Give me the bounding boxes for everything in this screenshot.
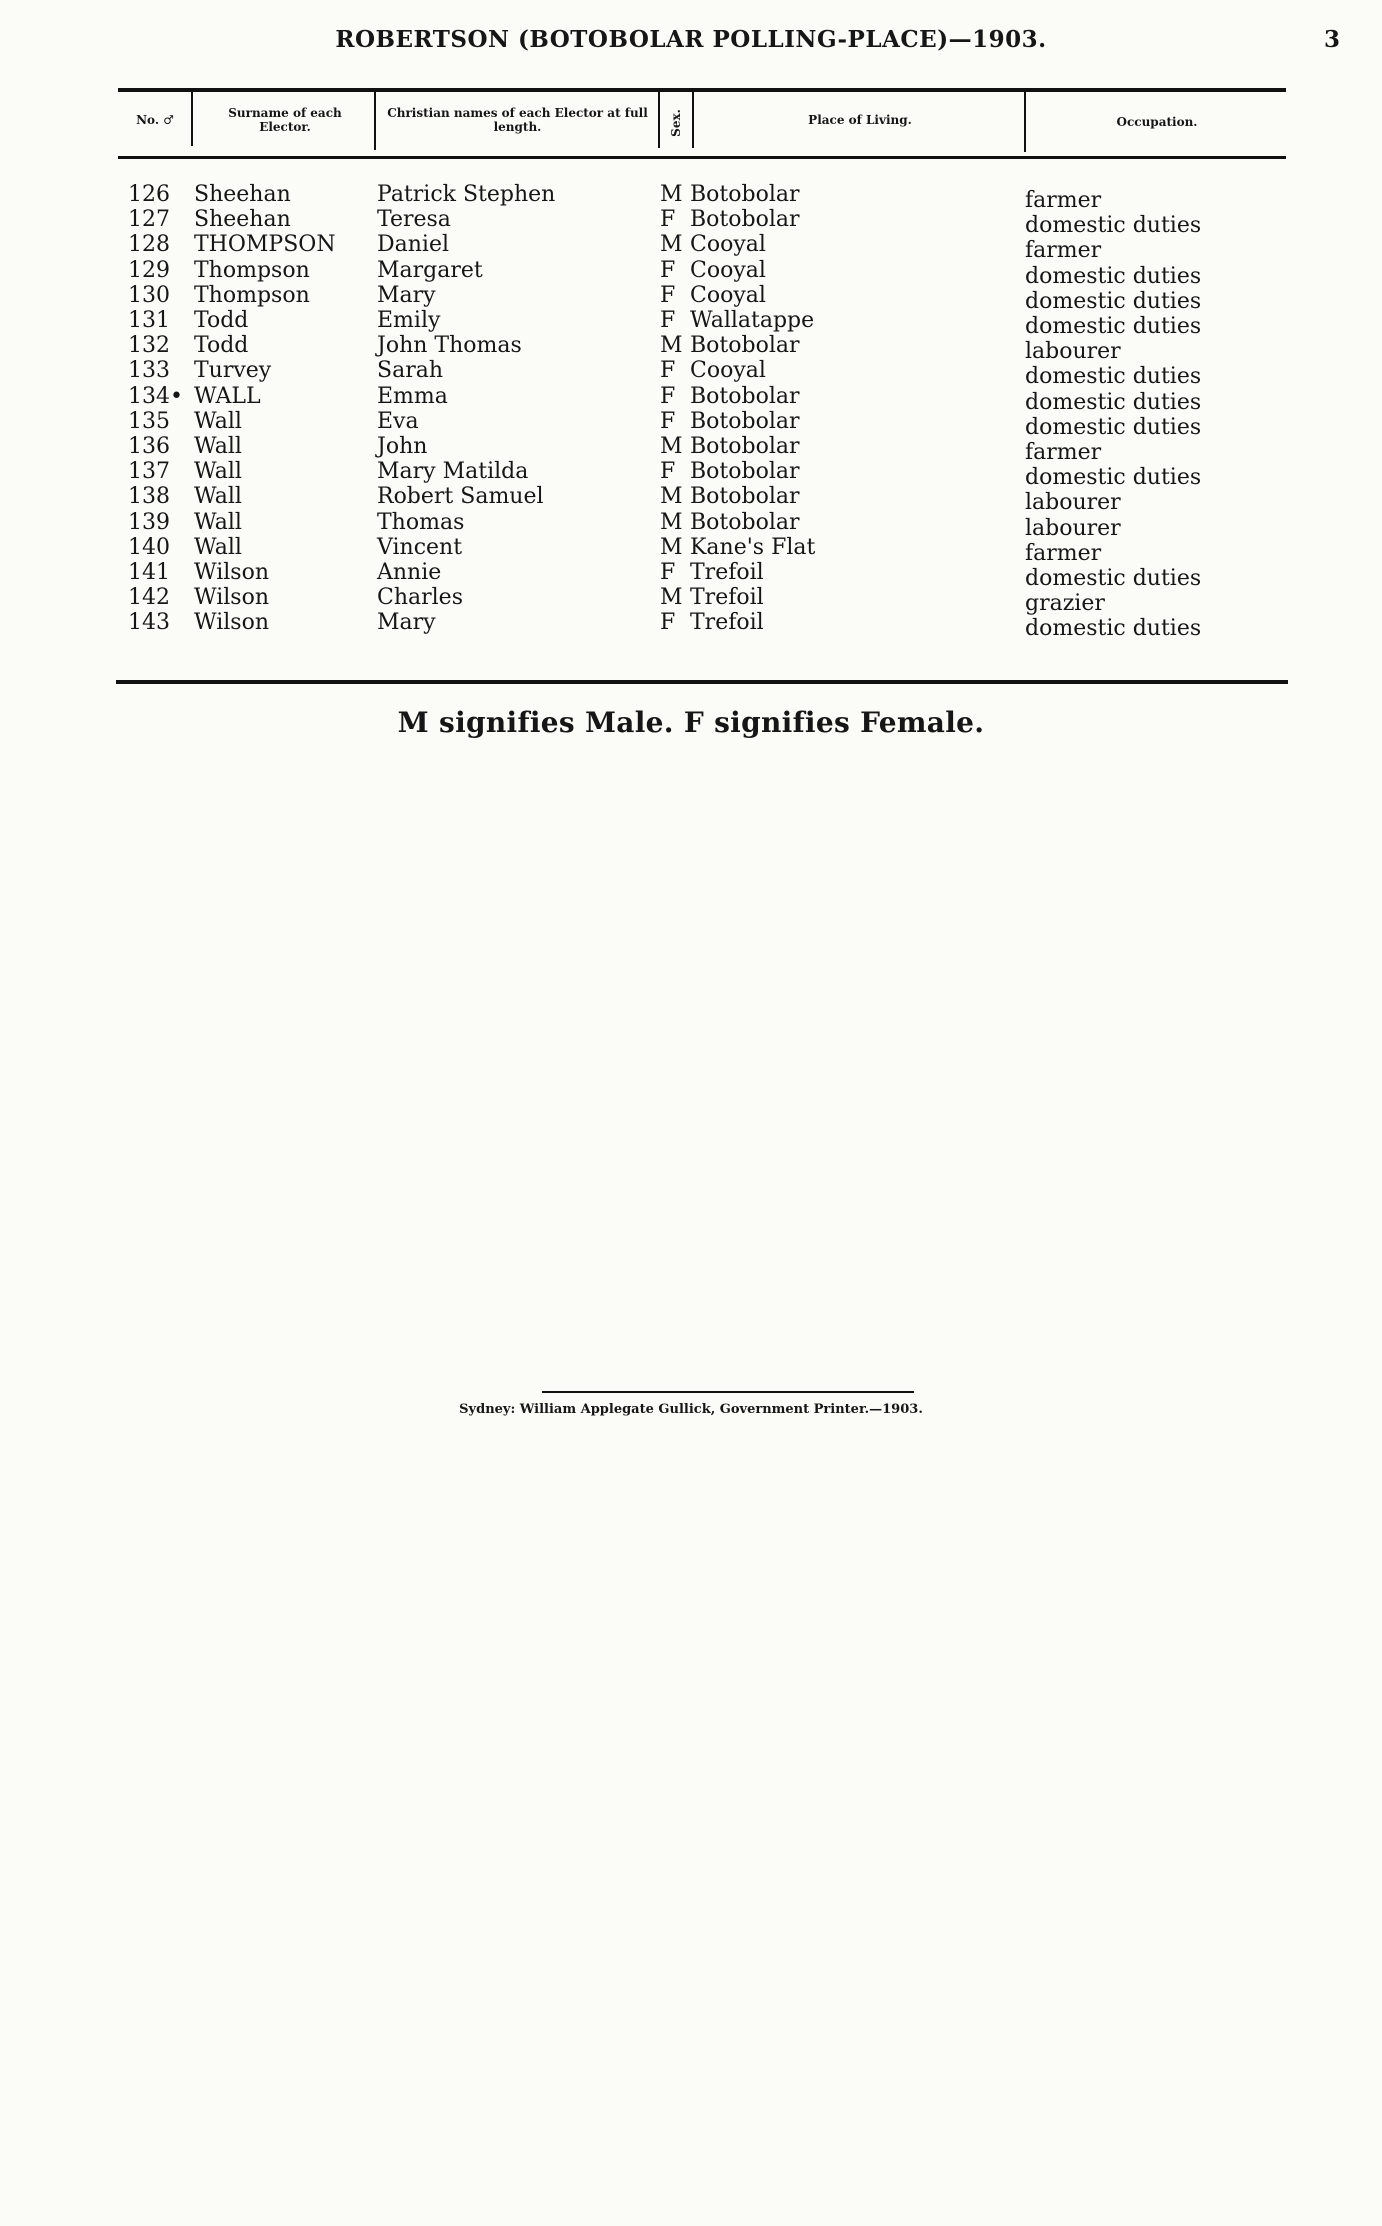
table-row xyxy=(0,560,1382,591)
table-row xyxy=(0,308,1382,339)
elector-occupation: domestic duties xyxy=(1025,263,1202,289)
sex-legend: M signifies Male. F signifies Female. xyxy=(397,706,985,739)
elector-place: Botobolar xyxy=(690,408,800,434)
elector-occupation: domestic duties xyxy=(1025,288,1202,314)
elector-surname: WALL xyxy=(194,383,261,409)
elector-number: 139 xyxy=(128,509,170,535)
elector-christian-names: Charles xyxy=(377,585,463,611)
table-bottom-rule xyxy=(116,680,1288,684)
elector-number: 130 xyxy=(128,282,170,308)
elector-place: Botobolar xyxy=(690,509,800,535)
table-row xyxy=(0,358,1382,390)
table-row xyxy=(0,484,1382,516)
column-divider xyxy=(692,90,694,148)
elector-number: 132 xyxy=(128,333,170,359)
elector-occupation: labourer xyxy=(1025,339,1121,365)
elector-occupation: farmer xyxy=(1025,238,1102,264)
elector-place: Botobolar xyxy=(690,182,800,207)
table-row xyxy=(0,434,1382,465)
elector-place: Cooyal xyxy=(690,232,766,258)
header-bottom-rule xyxy=(118,156,1286,159)
elector-surname: Wilson xyxy=(194,585,270,611)
header-occupation: Occupation. xyxy=(1116,115,1198,129)
elector-surname: Thompson xyxy=(194,282,310,308)
elector-number: 142 xyxy=(128,585,170,611)
elector-surname: Sheehan xyxy=(194,182,291,207)
table-row xyxy=(0,459,1382,491)
elector-sex: F xyxy=(660,207,676,233)
elector-surname: Thompson xyxy=(194,257,310,283)
elector-number: 133 xyxy=(128,358,170,384)
elector-occupation: domestic duties xyxy=(1025,314,1202,339)
elector-place: Cooyal xyxy=(690,282,766,308)
elector-number: 137 xyxy=(128,459,170,485)
elector-sex: F xyxy=(660,257,676,283)
elector-surname: Sheehan xyxy=(194,207,291,233)
elector-number: 135 xyxy=(128,408,170,434)
elector-christian-names: Eva xyxy=(377,408,419,434)
elector-occupation: domestic duties xyxy=(1025,414,1202,440)
elector-number: 140 xyxy=(128,534,170,560)
elector-number: 131 xyxy=(128,308,170,333)
printer-imprint: Sydney: William Applegate Gullick, Government Printer.—1903. xyxy=(459,1402,923,1417)
header-christian-names: Christian names of each Elector at full length. xyxy=(387,106,648,134)
elector-number: 128 xyxy=(128,232,170,258)
table-row xyxy=(0,585,1382,617)
elector-sex: M xyxy=(660,182,683,207)
elector-place: Trefoil xyxy=(690,610,764,636)
elector-christian-names: Vincent xyxy=(377,534,463,560)
elector-christian-names: John Thomas xyxy=(377,333,522,359)
elector-christian-names: Emily xyxy=(377,308,441,333)
elector-sex: M xyxy=(660,333,683,359)
elector-sex: M xyxy=(660,484,683,510)
elector-number: 129 xyxy=(128,257,170,283)
elector-surname: Wall xyxy=(194,484,242,510)
elector-place: Wallatappe xyxy=(690,308,815,333)
elector-number: 126 xyxy=(128,182,170,207)
header-place: Place of Living. xyxy=(808,113,912,127)
elector-place: Botobolar xyxy=(690,434,800,459)
page-number: 3 xyxy=(1324,26,1341,53)
elector-christian-names: Teresa xyxy=(377,207,451,233)
elector-occupation: domestic duties xyxy=(1025,213,1202,239)
elector-surname: Turvey xyxy=(194,358,272,384)
elector-occupation: farmer xyxy=(1025,440,1102,465)
elector-sex: M xyxy=(660,509,683,535)
elector-number: 136 xyxy=(128,434,170,459)
elector-christian-names: Patrick Stephen xyxy=(377,182,556,207)
table-row xyxy=(0,610,1382,642)
elector-sex: F xyxy=(660,560,676,585)
table-row xyxy=(0,509,1382,541)
elector-place: Botobolar xyxy=(690,207,800,233)
table-row xyxy=(0,333,1382,365)
elector-occupation: labourer xyxy=(1025,490,1121,516)
elector-sex: M xyxy=(660,434,683,459)
elector-christian-names: Mary Matilda xyxy=(377,459,529,485)
elector-occupation: domestic duties xyxy=(1025,465,1202,491)
elector-occupation: domestic duties xyxy=(1025,389,1202,415)
table-row xyxy=(0,232,1382,264)
elector-surname: Wall xyxy=(194,534,242,560)
elector-surname: Wilson xyxy=(194,610,270,636)
elector-number: 141 xyxy=(128,560,170,585)
header-sex: Sex. xyxy=(669,109,683,137)
elector-christian-names: Sarah xyxy=(377,358,443,384)
elector-place: Botobolar xyxy=(690,383,800,409)
elector-christian-names: John xyxy=(377,434,428,459)
elector-sex: F xyxy=(660,282,676,308)
imprint-rule xyxy=(542,1391,914,1393)
page-title: ROBERTSON (BOTOBOLAR POLLING-PLACE)—1903. xyxy=(335,26,1047,53)
elector-occupation: domestic duties xyxy=(1025,566,1202,591)
elector-place: Kane's Flat xyxy=(690,534,816,560)
elector-surname: Todd xyxy=(194,333,249,359)
elector-christian-names: Daniel xyxy=(377,232,450,258)
elector-sex: M xyxy=(660,534,683,560)
table-row xyxy=(0,207,1382,239)
table-row xyxy=(0,257,1382,289)
elector-christian-names: Emma xyxy=(377,383,448,409)
table-row xyxy=(0,282,1382,314)
elector-sex: F xyxy=(660,459,676,485)
elector-sex: M xyxy=(660,585,683,611)
elector-christian-names: Thomas xyxy=(377,509,465,535)
column-divider xyxy=(191,90,193,146)
elector-surname: Todd xyxy=(194,308,249,333)
elector-place: Botobolar xyxy=(690,484,800,510)
elector-christian-names: Annie xyxy=(377,560,442,585)
table-row xyxy=(0,383,1382,415)
elector-place: Trefoil xyxy=(690,585,764,611)
column-divider xyxy=(1024,90,1026,152)
elector-occupation: grazier xyxy=(1025,591,1105,617)
elector-sex: F xyxy=(660,308,676,333)
elector-number: 134• xyxy=(128,383,183,409)
elector-surname: THOMPSON xyxy=(194,232,336,258)
elector-christian-names: Margaret xyxy=(377,257,483,283)
elector-sex: F xyxy=(660,358,676,384)
elector-sex: F xyxy=(660,610,676,636)
elector-place: Botobolar xyxy=(690,459,800,485)
elector-sex: F xyxy=(660,408,676,434)
table-row xyxy=(0,182,1382,213)
elector-surname: Wilson xyxy=(194,560,270,585)
elector-surname: Wall xyxy=(194,509,242,535)
elector-christian-names: Mary xyxy=(377,282,436,308)
elector-occupation: domestic duties xyxy=(1025,616,1202,642)
header-no: No. ♂ xyxy=(136,113,174,127)
table-row xyxy=(0,534,1382,566)
elector-occupation: domestic duties xyxy=(1025,364,1202,390)
elector-number: 138 xyxy=(128,484,170,510)
table-row xyxy=(0,408,1382,440)
elector-surname: Wall xyxy=(194,434,242,459)
elector-occupation: farmer xyxy=(1025,540,1102,566)
column-divider xyxy=(658,90,660,148)
elector-occupation: farmer xyxy=(1025,188,1102,213)
elector-christian-names: Robert Samuel xyxy=(377,484,544,510)
elector-occupation: labourer xyxy=(1025,515,1121,541)
elector-number: 143 xyxy=(128,610,170,636)
elector-sex: M xyxy=(660,232,683,258)
elector-christian-names: Mary xyxy=(377,610,436,636)
elector-number: 127 xyxy=(128,207,170,233)
header-surname: Surname of each Elector. xyxy=(228,106,342,134)
elector-place: Cooyal xyxy=(690,257,766,283)
column-divider xyxy=(374,90,376,150)
elector-surname: Wall xyxy=(194,408,242,434)
elector-place: Trefoil xyxy=(690,560,764,585)
elector-surname: Wall xyxy=(194,459,242,485)
elector-place: Botobolar xyxy=(690,333,800,359)
elector-sex: F xyxy=(660,383,676,409)
elector-place: Cooyal xyxy=(690,358,766,384)
